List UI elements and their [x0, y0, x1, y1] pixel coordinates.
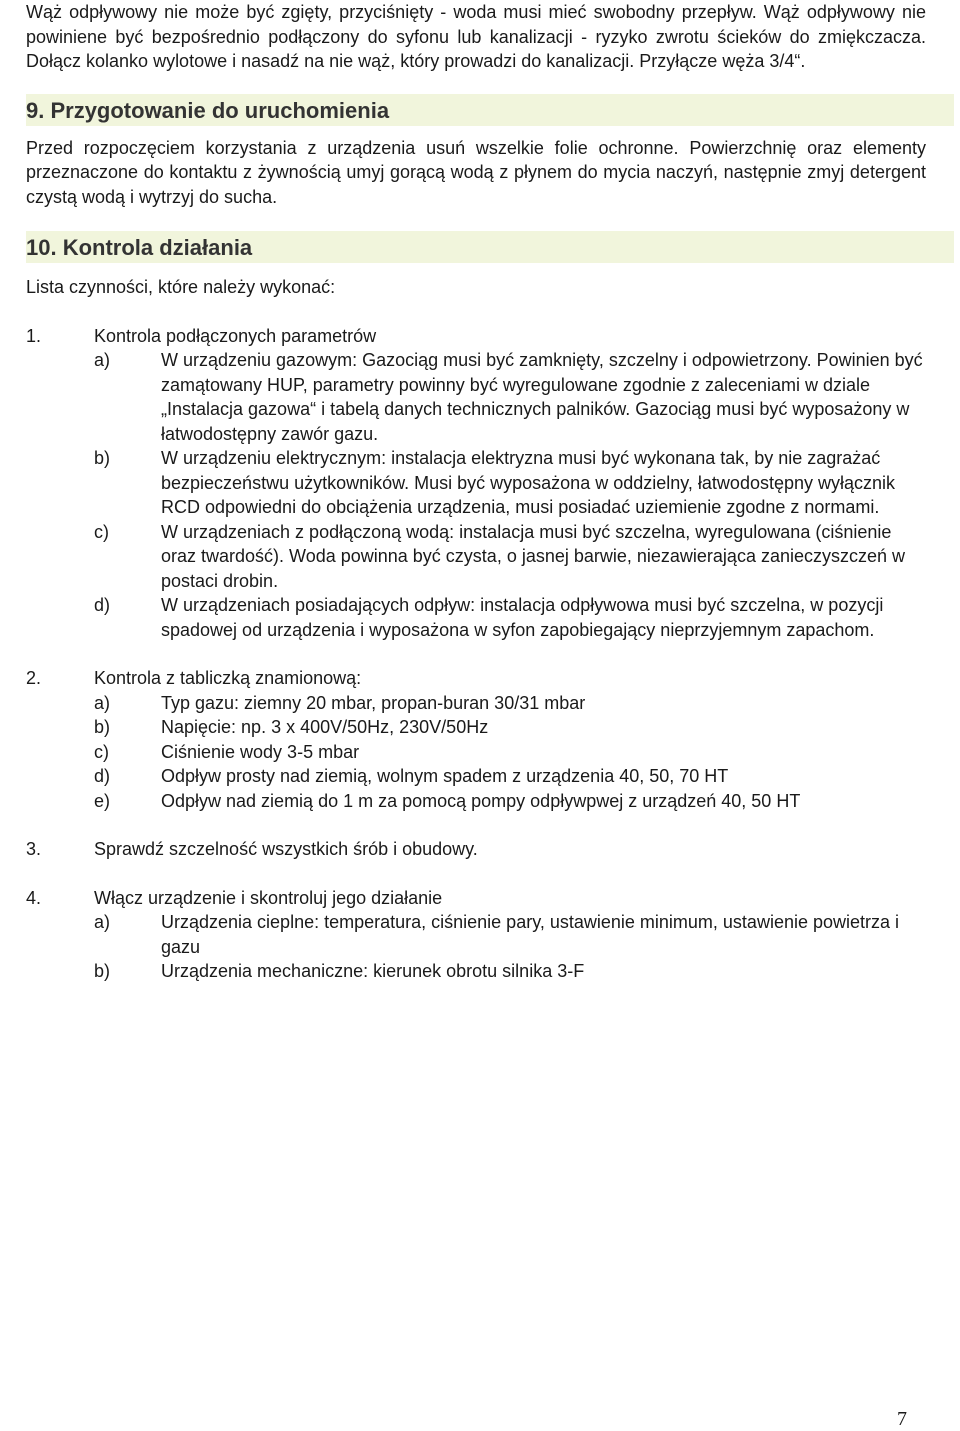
- document-page: [26, 0, 926, 984]
- item-title: Kontrola podłączonych parametrów: [94, 325, 377, 346]
- checklist-item-3: [26, 837, 926, 862]
- top-paragraph: Wąż odpływowy nie może być zgięty, przyciśnięty - woda musi mieć swobodny przepływ. Wąż odpływowy nie powiniene być bezpośrednio podłączony do syfonu lub kanalizacji - ryzyko zwrotu ścieków do zmiękczacza. Dołącz kolanko wylotowe i nasadź na nie wąż, który prowadzi do kanalizacji. Przyłącze węża 3/4“.: [26, 2, 926, 71]
- sub-letter: d): [94, 595, 111, 615]
- sub-item-b: [94, 715, 926, 740]
- sub-letter: a): [94, 912, 111, 932]
- sub-letter: b): [94, 448, 111, 468]
- item-number: 2.: [26, 668, 42, 688]
- sub-letter: c): [94, 521, 109, 542]
- sub-letter: b): [94, 717, 111, 737]
- sub-item-b: [94, 446, 926, 520]
- sub-list: [94, 910, 926, 984]
- sub-letter: b): [94, 961, 111, 981]
- sub-list: [94, 691, 926, 814]
- sub-text: Typ gazu: ziemny 20 mbar, propan-buran 30/31 mbar: [161, 692, 586, 713]
- sub-item-c: [94, 740, 926, 765]
- sub-text: Napięcie: np. 3 x 400V/50Hz, 230V/50Hz: [161, 717, 489, 737]
- item-number: 3.: [26, 839, 42, 859]
- sub-item-a: [94, 910, 926, 959]
- checklist: [26, 324, 926, 984]
- checklist-item-1: [26, 324, 926, 643]
- sub-text: Odpływ prosty nad ziemią, wolnym spadem z urządzenia 40, 50, 70 HT: [161, 766, 729, 786]
- item-title: Kontrola z tabliczką znamionową:: [94, 668, 362, 688]
- sub-text: Odpływ nad ziemią do 1 m za pomocą pompy odpływpwej z urządzeń 40, 50 HT: [161, 790, 801, 811]
- sub-item-a: [94, 348, 926, 446]
- section-10-heading: 10. Kontrola działania: [26, 231, 954, 263]
- item-title: Sprawdź szczelność wszystkich śrób i obudowy.: [94, 839, 478, 859]
- page-number: 7: [897, 1408, 907, 1430]
- sub-text: W urządzeniu elektrycznym: instalacja elektryzna musi być wykonana tak, by nie zagrażać bezpieczeństwu użytkowników. Musi być wyposażona w oddzielny, łatwodostępny wyłącznik RCD odpowiedni do obciążenia urządzenia, musi posiadać uziemienie zgodne z normami.: [161, 448, 896, 517]
- sub-letter: a): [94, 350, 111, 370]
- sub-letter: d): [94, 766, 111, 786]
- sub-text: W urządzeniach posiadających odpływ: instalacja odpływowa musi być szczelna, w pozycji spadowej od urządzenia i wyposażona w syfon zapobiegający nieprzyjemnym zapachom.: [161, 595, 884, 640]
- sub-text: Urządzenia cieplne: temperatura, ciśnienie pary, ustawienie minimum, ustawienie powietrza i gazu: [161, 912, 900, 957]
- section-10-lead: Lista czynności, które należy wykonać:: [26, 277, 336, 297]
- sub-item-a: [94, 691, 926, 716]
- sub-letter: e): [94, 790, 111, 811]
- sub-item-e: [94, 789, 926, 814]
- sub-letter: a): [94, 692, 111, 713]
- section-9-text: Przed rozpoczęciem korzystania z urządzenia usuń wszelkie folie ochronne. Powierzchnię oraz elementy przeznaczone do kontaktu z żywnością umyj gorącą wodą z płynem do mycia naczyń, następnie zmyj detergent czystą wodą i wytrzyj do sucha.: [26, 137, 926, 207]
- section-9-heading: 9. Przygotowanie do uruchomienia: [26, 94, 954, 126]
- sub-item-d: [94, 593, 926, 642]
- checklist-item-2: [26, 666, 926, 813]
- sub-list: [94, 348, 926, 642]
- sub-letter: c): [94, 741, 109, 762]
- sub-item-c: [94, 520, 926, 594]
- sub-text: W urządzeniach z podłączoną wodą: instalacja musi być szczelna, wyregulowana (ciśnienie oraz twardość). Woda powinna być czysta, o jasnej barwie, niezawierająca zanieczyszczeń w postaci drobin.: [161, 521, 906, 591]
- sub-text: Ciśnienie wody 3-5 mbar: [161, 741, 360, 762]
- sub-text: Urządzenia mechaniczne: kierunek obrotu silnika 3-F: [161, 961, 585, 981]
- item-number: 4.: [26, 887, 42, 908]
- sub-text: W urządzeniu gazowym: Gazociąg musi być zamknięty, szczelny i odpowietrzony. Powinien być zamątowany HUP, parametry powinny być wyregulowane zgodnie z zaleceniami w dziale „Instalacja gazowa“ i tabelą danych technicznych palników. Gazociąg musi być wyposażony w łatwodostępny zawór gazu.: [161, 350, 923, 444]
- sub-item-d: [94, 764, 926, 789]
- sub-item-b: [94, 959, 926, 984]
- item-number: 1.: [26, 325, 42, 346]
- checklist-item-4: [26, 886, 926, 984]
- item-title: Włącz urządzenie i skontroluj jego działanie: [94, 887, 443, 908]
